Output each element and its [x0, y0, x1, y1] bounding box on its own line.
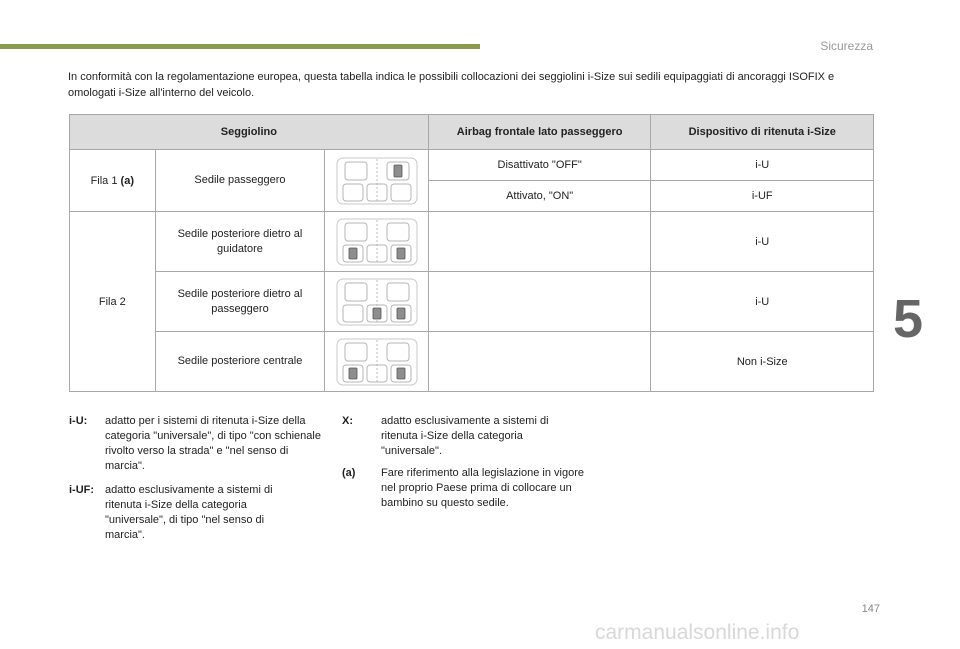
- device-off-value: i-U: [651, 150, 874, 181]
- fila1-note: (a): [120, 174, 134, 187]
- page-number: 147: [861, 603, 880, 615]
- airbag-empty-cell: [428, 272, 651, 332]
- seat-rear-right: Sedile posteriore dietro al passeggero: [155, 272, 325, 332]
- airbag-empty-cell: [428, 212, 651, 272]
- header-seat: Seggiolino: [70, 115, 429, 150]
- legend-iu-def: adatto per i sistemi di ritenuta i-Size della categoria "universale", di tipo "con schienale rivolto verso la strada" e "nel senso di marcia".: [105, 415, 321, 472]
- legend-x-term: X:: [342, 415, 353, 427]
- header-accent-bar: [0, 44, 480, 49]
- footer-watermark: carmanualsonline.info: [595, 621, 800, 644]
- table-row: [70, 272, 874, 332]
- airbag-empty-cell: [428, 332, 651, 392]
- chapter-number: 5: [893, 289, 924, 349]
- airbag-off-cell: Disattivato "OFF": [428, 150, 651, 181]
- fila1-label: Fila 1: [90, 174, 118, 187]
- table-row: [70, 212, 874, 272]
- legend-iuf-def: adatto esclusivamente a sistemi di ritenuta i-Size della categoria "universale", di tipo "nel senso di marcia".: [105, 484, 273, 541]
- legend-a-term: (a): [342, 467, 356, 479]
- device-rear-center-value: Non i-Size: [651, 332, 874, 392]
- legend-x-def: adatto esclusivamente a sistemi di ritenuta i-Size della categoria "universale".: [381, 415, 549, 457]
- seat-passenger: Sedile passeggero: [155, 150, 325, 212]
- legend-iu-term: i-U:: [69, 415, 88, 427]
- device-rear-left-value: i-U: [651, 212, 874, 272]
- legend-a-def: Fare riferimento alla legislazione in vigore nel proprio Paese prima di collocare un bambino su questo sedile.: [381, 467, 584, 509]
- table-row: [70, 150, 874, 181]
- legend-iuf-term: i-UF:: [69, 484, 95, 496]
- seat-diagram-passenger-icon: [325, 150, 428, 212]
- seat-rear-left: Sedile posteriore dietro al guidatore: [155, 212, 325, 272]
- section-title: Sicurezza: [820, 39, 873, 53]
- header-device: Dispositivo di ritenuta i-Size: [651, 115, 874, 150]
- header-airbag: Airbag frontale lato passeggero: [428, 115, 651, 150]
- table-header-row: [70, 115, 874, 150]
- table-row: [70, 332, 874, 392]
- intro-paragraph: In conformità con la regolamentazione europea, questa tabella indica le possibili collocazioni dei seggiolini i-Size sui sedili equipaggiati di ancoraggi ISOFIX e omologati i-Size all'interno del veicolo.: [68, 71, 835, 99]
- row-label-fila1: [70, 150, 156, 212]
- device-on-value: i-UF: [651, 181, 874, 212]
- device-rear-right-value: i-U: [651, 272, 874, 332]
- row-label-fila2: Fila 2: [70, 212, 156, 392]
- airbag-on-cell: Attivato, "ON": [428, 181, 651, 212]
- seat-diagram-rear-center-icon: [325, 332, 428, 392]
- seat-rear-center: Sedile posteriore centrale: [155, 332, 325, 392]
- seat-table: [69, 114, 874, 392]
- seat-diagram-rear-left-icon: [325, 212, 428, 272]
- seat-diagram-rear-right-icon: [325, 272, 428, 332]
